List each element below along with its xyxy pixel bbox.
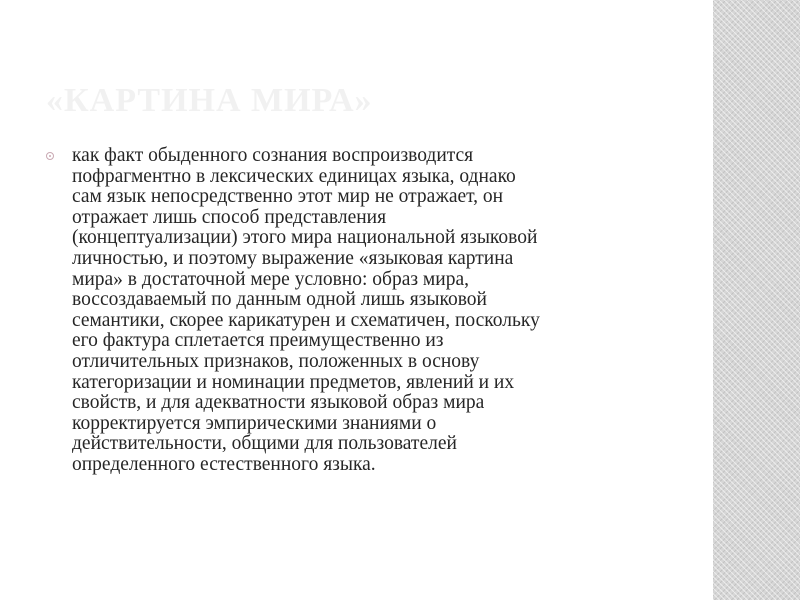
text-line: категоризации и номинации предметов, явлений и их: [72, 371, 515, 393]
bullet-item: [46, 146, 696, 476]
text-line: воссоздаваемый по данным одной лишь языковой: [72, 289, 487, 311]
decorative-side-stripe: [713, 0, 800, 600]
text-line: мира» в достаточной мере условно: образ мира,: [72, 268, 469, 290]
circle-bullet-icon: [46, 152, 54, 160]
text-line: свойств, и для адекватности языковой образ мира: [72, 392, 485, 414]
text-line: пофрагментно в лексических единицах языка, однако: [72, 165, 516, 187]
slide-title: «КАРТИНА МИРА»: [46, 82, 373, 119]
text-line: корректируется эмпирическими знаниями о: [72, 412, 437, 434]
text-line: (концептуализации) этого мира национальной языковой: [72, 227, 538, 249]
text-line: сам язык непосредственно этот мир не отражает, он: [72, 186, 504, 208]
text-line: его фактура сплетается преимущественно из: [72, 330, 444, 352]
text-line: семантики, скорее карикатурен и схематичен, поскольку: [72, 309, 540, 331]
bullet-list: [46, 146, 696, 476]
text-line: личностью, и поэтому выражение «языковая картина: [72, 247, 514, 269]
text-line: определенного естественного языка.: [72, 453, 376, 475]
text-line: действительности, общими для пользователей: [72, 433, 457, 455]
bullet-text: [72, 146, 696, 476]
text-line: отражает лишь способ представления: [72, 206, 387, 228]
text-line: как факт обыденного сознания воспроизводится: [72, 145, 474, 166]
text-line: отличительных признаков, положенных в основу: [72, 350, 480, 372]
